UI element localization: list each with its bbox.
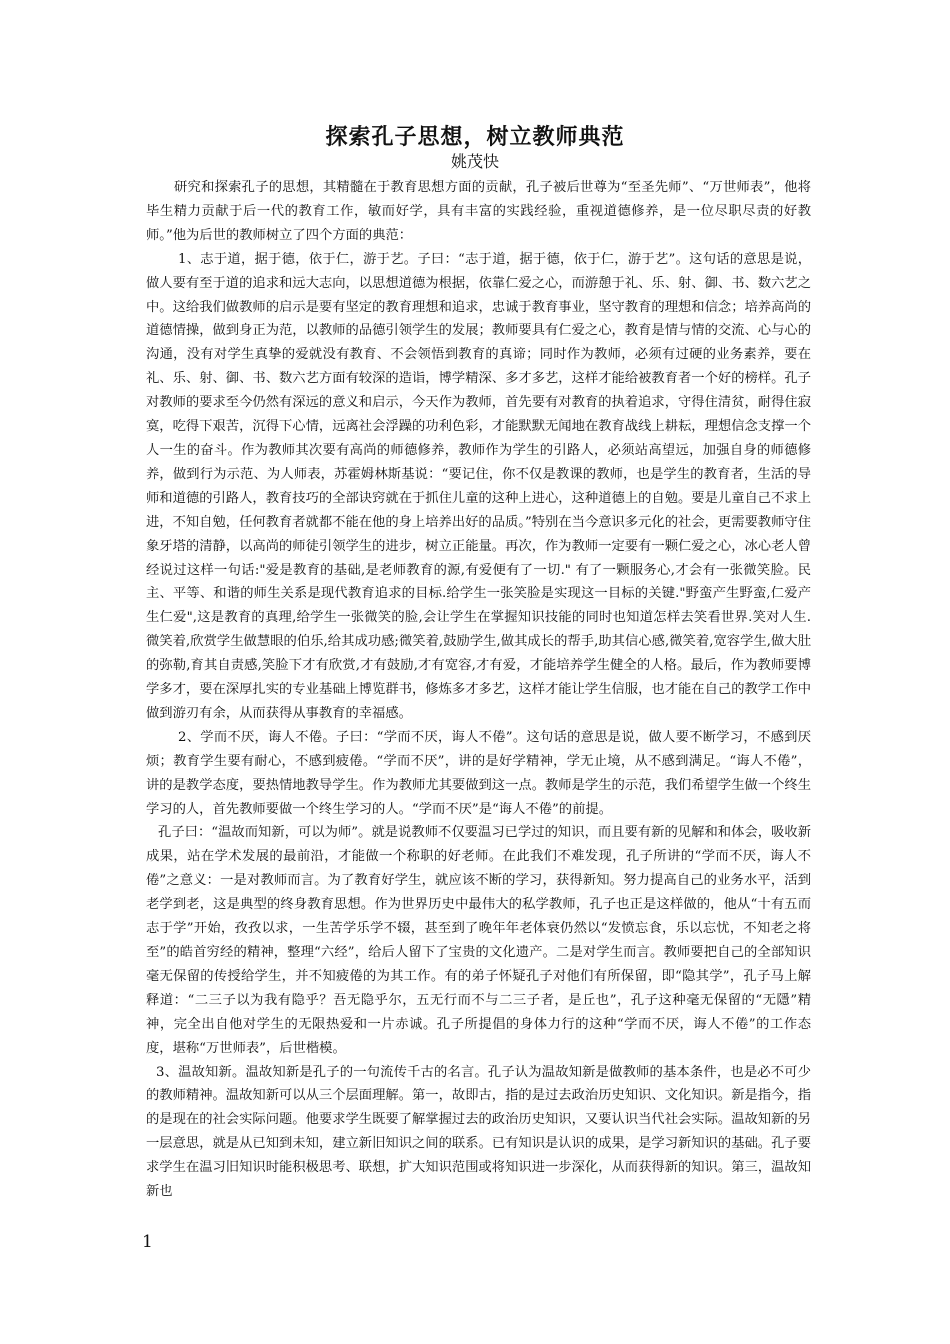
paragraph-point-2: 2、学而不厌，诲人不倦。子曰：“学而不厌，诲人不倦”。这句话的意思是说，做人要不断学习，不感到厌烦；教育学生要有耐心，不感到疲倦。“学而不厌”，讲的是好学精神，学无止境，从不感到满足。“诲人不倦”，讲的是教学态度，要热情地教导学生。作为教师尤其要做到这一点。教师是学生的示范，我们希望学生做一个终生学习的人，首先教师要做一个终生学习的人。“学而不厌”是“诲人不倦”的前提。 [146,729,811,817]
author-name: 姚茂快 [450,152,499,171]
paragraph-point-1: 1、志于道，据于德，依于仁，游于艺。子曰：“志于道，据于德，依于仁，游于艺”。这句话的意思是说，做人要有至于道的追求和远大志向，以思想道德为根据，依靠仁爱之心，而游憩于礼、乐、射、御、书、数六艺之中。这给我们做教师的启示是要有坚定的教育理想和追求，忠诚于教育事业，坚守教育的理想和信念；培养高尚的道德情操，做到身正为范，以教师的品德引领学生的发展；教师要具有仁爱之心，教育是情与情的交流、心与心的沟通，没有对学生真挚的爱就没有教育、不会领悟到教育的真谛；同时作为教师，必须有过硬的业务素养，要在礼、乐、射、御、书、数六艺方面有较深的造诣，博学精深、多才多艺，这样才能给被教育者一个好的榜样。孔子对教师的要求至今仍然有深远的意义和启示，今天作为教师，首先要有对教育的执着追求，守得住清贫，耐得住寂寞，吃得下艰苦，沉得下心情，远离社会浮躁的功利色彩，才能默默无闻地在教育战线上耕耘，理想信念支撑一个人一生的奋斗。作为教师其次要有高尚的师德修养，教师作为学生的引路人，必须站高望远，加强自身的师德修养，做到行为示范、为人师表，苏霍姆林斯基说：“要记住，你不仅是教课的教师，也是学生的教育者，生活的导师和道德的引路人，教育技巧的全部诀窍就在于抓住儿童的这种上进心，这种道德上的自勉。要是儿童自己不求上进，不知自勉，任何教育者就都不能在他的身上培养出好的品质。”特别在当今意识多元化的社会，更需要教师守住象牙塔的清静，以高尚的师徒引领学生的进步，树立正能量。再次，作为教师一定要有一颗仁爱之心，冰心老人曾经说过这样一句话:"爱是教育的基础,是老师教育的源,有爱便有了一切." 有了一颗服务心,才会有一张微笑脸。民主、平等、和谐的师生关系是现代教育追求的目标.给学生一张笑脸是实现这一目标的关键."野蛮产生野蛮,仁爱产生仁爱",这是教育的真理,给学生一张微笑的脸,会让学生在掌握知识技能的同时也知道怎样去笑看世界.笑对人生.微笑着,欣赏学生做慧眼的伯乐,给其成功感;微笑着,鼓励学生,做其成长的帮手,助其信心感,微笑着,宽容学生,做大肚的弥勒,育其自责感,笑脸下才有欣赏,才有鼓励,才有宽容,才有爱，才能培养学生健全的人格。最后，作为教师要博学多才，要在深厚扎实的专业基础上博览群书，修炼多才多艺，这样才能让学生信服，也才能在自己的教学工作中做到游刃有余，从而获得从事教育的幸福感。 [146,251,811,721]
document-title: 探索孔子思想，树立教师典范 [325,124,625,150]
paragraph-point-3: 3、温故知新。温故知新是孔子的一句流传千古的名言。孔子认为温故知新是做教师的基本条件，也是必不可少的教师精神。温故知新可以从三个层面理解。第一，故即古，指的是过去政治历史知识、文化知识。新是指今，指的是现在的社会实际问题。他要求学生既要了解掌握过去的政治历史知识，又要认识当代社会实际。温故知新的另一层意思，就是从已知到未知，建立新旧知识之间的联系。已有知识是认识的成果，是学习新知识的基础。孔子要求学生在温习旧知识时能积极思考、联想，扩大知识范围或将知识进一步深化，从而获得新的知识。第三，温故知新也 [146,1064,811,1200]
paragraph-confucius-quote: 孔子曰：“温故而知新，可以为师”。就是说教师不仅要温习已学过的知识，而且要有新的见解和和体会，吸收新成果，站在学术发展的最前沿，才能做一个称职的好老师。在此我们不难发现，孔子所讲的“学而不厌，诲人不倦”之意义：一是对教师而言。为了教育好学生，就应该不断的学习，获得新知。努力提高自己的业务水平，活到老学到老，这是典型的终身教育思想。作为世界历史中最伟大的私学教师，孔子也正是这样做的，他从“十有五而志于学”开始，孜孜以求，一生苦学乐学不辍，甚至到了晚年年老体衰仍然以“发愤忘食，乐以忘忧，不知老之将至”的皓首穷经的精神，整理“六经”，给后人留下了宝贵的文化遗产。二是对学生而言。教师要把自己的全部知识毫无保留的传授给学生，并不知疲倦的为其工作。有的弟子怀疑孔子对他们有所保留，即“隐其学”，孔子马上解释道：“二三子以为我有隐乎？吾无隐乎尔，五无行而不与二三子者，是丘也”，孔子这种毫无保留的“无隱”精神，完全出自他对学生的无限热爱和一片赤诚。孔子所提倡的身体力行的这种“学而不厌，诲人不倦”的工作态度，堪称“万世师表”，后世楷模。 [146,825,811,1056]
paragraph-intro: 研究和探索孔子的思想，其精髓在于教育思想方面的贡献，孔子被后世尊为“至圣先师”、“万世师表”，他将毕生精力贡献于后一代的教育工作，敏而好学，具有丰富的实践经验，重视道德修养，是一位尽职尽责的好教师。”他为后世的教师树立了四个方面的典范： [146,180,811,243]
page-number: 1 [142,1232,153,1252]
document-body [146,176,811,1204]
